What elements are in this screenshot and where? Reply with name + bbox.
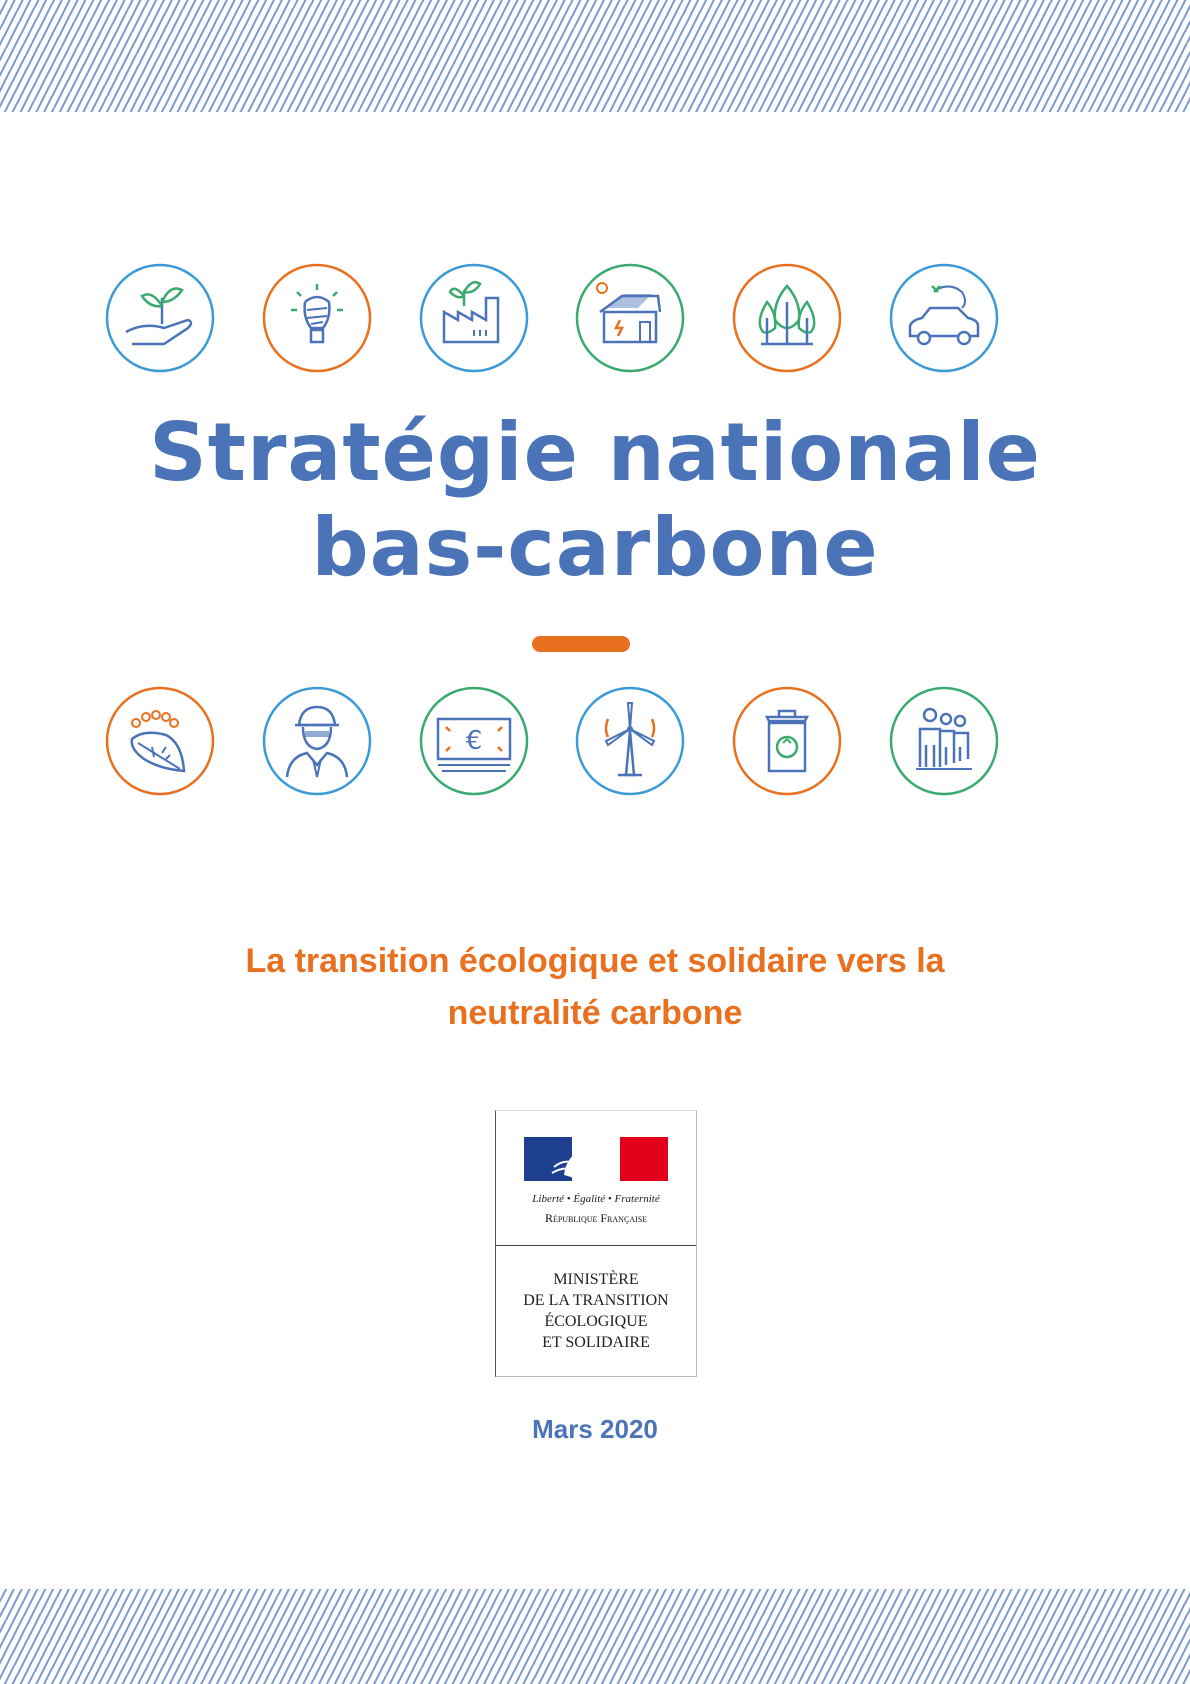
subtitle-line-2: neutralité carbone — [447, 994, 743, 1032]
euro-banknote-icon — [418, 685, 530, 797]
solar-house-icon — [574, 262, 686, 374]
recycling-bin-icon — [731, 685, 843, 797]
ministry-name — [496, 1269, 696, 1353]
worker-icon — [261, 685, 373, 797]
ministry-logo — [495, 1110, 697, 1377]
hand-plant-icon — [104, 262, 216, 374]
factory-plant-icon — [418, 262, 530, 374]
bottom-icon-row — [100, 685, 1090, 805]
document-subtitle — [0, 935, 1190, 1039]
republic-motto: Liberté • Égalité • Fraternité — [532, 1193, 660, 1205]
ministry-line-4: ET SOLIDAIRE — [542, 1334, 650, 1351]
svg-text:€: € — [465, 726, 483, 756]
people-group-icon — [888, 685, 1000, 797]
title-line-2: bas-carbone — [311, 501, 879, 594]
marianne-flag-icon — [524, 1137, 668, 1181]
ministry-line-2: DE LA TRANSITION — [523, 1292, 669, 1309]
trees-icon — [731, 262, 843, 374]
subtitle-line-1: La transition écologique et solidaire vers la — [245, 942, 945, 980]
top-icon-row — [100, 262, 1090, 382]
top-hatched-band — [0, 0, 1190, 112]
lightbulb-icon — [261, 262, 373, 374]
bottom-hatched-band — [0, 1589, 1190, 1684]
title-line-1: Stratégie nationale — [149, 406, 1041, 499]
wind-turbine-icon — [574, 685, 686, 797]
republic-name: République Française — [544, 1211, 648, 1225]
electric-car-icon — [888, 262, 1000, 374]
publication-date: Mars 2020 — [532, 1414, 658, 1444]
ministry-line-1: MINISTÈRE — [553, 1271, 639, 1288]
orange-accent-dash — [532, 636, 630, 652]
footprint-leaf-icon — [104, 685, 216, 797]
ministry-line-3: ÉCOLOGIQUE — [544, 1313, 648, 1330]
logo-divider — [496, 1245, 696, 1246]
document-title — [0, 405, 1190, 595]
